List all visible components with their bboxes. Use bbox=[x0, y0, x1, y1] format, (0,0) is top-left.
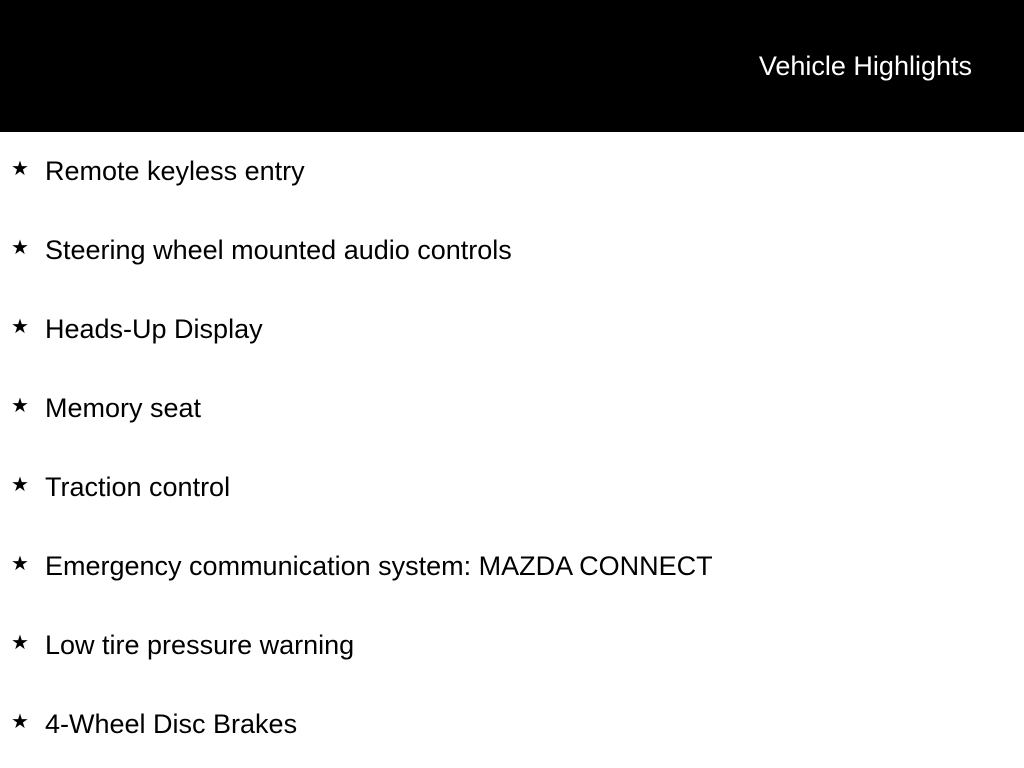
star-icon: ★ bbox=[11, 632, 29, 654]
star-icon: ★ bbox=[11, 711, 29, 733]
star-icon: ★ bbox=[11, 395, 29, 417]
list-item bbox=[0, 527, 1024, 606]
highlight-label: Memory seat bbox=[45, 393, 202, 423]
star-icon: ★ bbox=[11, 158, 29, 180]
highlight-label: Remote keyless entry bbox=[45, 156, 305, 186]
list-item bbox=[0, 448, 1024, 527]
highlight-label: Steering wheel mounted audio controls bbox=[45, 235, 512, 265]
list-item bbox=[0, 211, 1024, 290]
list-item bbox=[0, 290, 1024, 369]
list-item bbox=[0, 369, 1024, 448]
highlight-label: Low tire pressure warning bbox=[45, 630, 355, 660]
highlight-label: Heads-Up Display bbox=[45, 314, 263, 344]
header-bar bbox=[0, 0, 1024, 132]
list-item bbox=[0, 685, 1024, 764]
page-title: Vehicle Highlights bbox=[758, 51, 972, 81]
list-item bbox=[0, 132, 1024, 211]
star-icon: ★ bbox=[11, 237, 29, 259]
star-icon: ★ bbox=[11, 474, 29, 496]
highlight-label: 4-Wheel Disc Brakes bbox=[45, 709, 298, 739]
star-icon: ★ bbox=[11, 553, 29, 575]
star-icon: ★ bbox=[11, 316, 29, 338]
highlight-label: Traction control bbox=[45, 472, 231, 502]
highlight-label: Emergency communication system: MAZDA CONNECT bbox=[45, 551, 713, 581]
list-item bbox=[0, 606, 1024, 685]
vehicle-highlights-list bbox=[0, 132, 1024, 764]
